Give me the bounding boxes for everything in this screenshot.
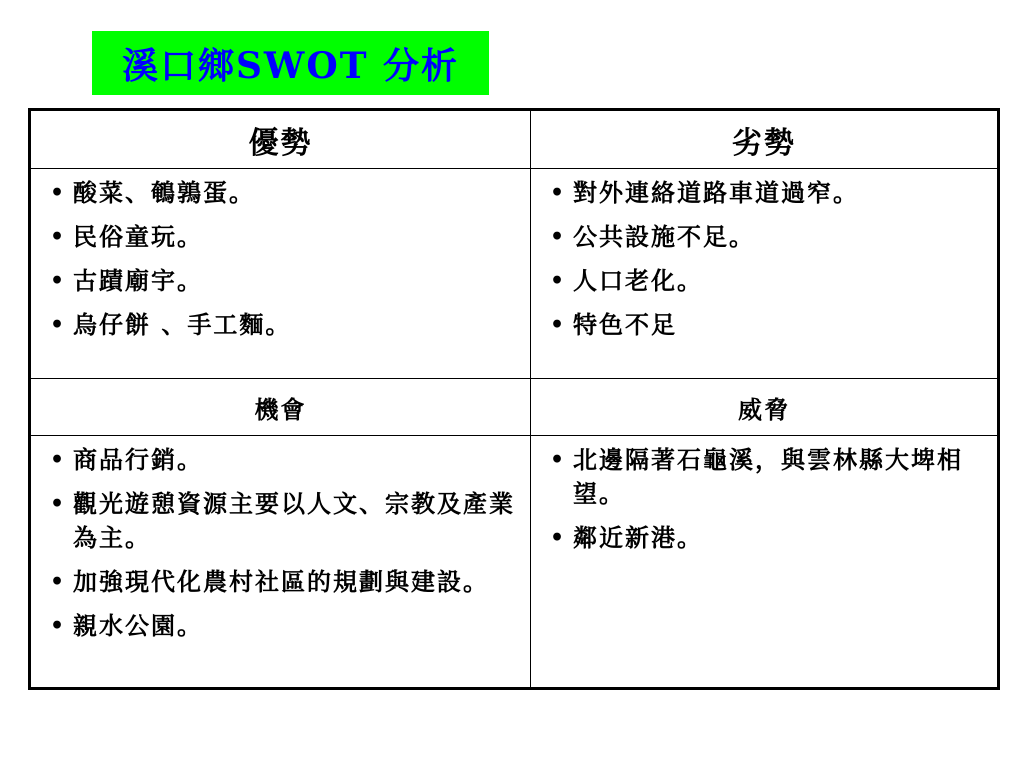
swot-table <box>28 108 1000 690</box>
threats-list <box>547 443 987 555</box>
opportunities-list <box>47 443 520 643</box>
weaknesses-header: 劣勢 <box>531 110 999 169</box>
strengths-list <box>47 176 520 342</box>
header-row-top <box>30 110 999 169</box>
list-item: • 鄰近新港。 <box>547 521 987 555</box>
list-item: • 特色不足 <box>547 308 987 342</box>
weaknesses-cell <box>531 169 999 379</box>
list-item: • 對外連絡道路車道過窄。 <box>547 176 987 210</box>
content-row-bottom <box>30 436 999 689</box>
header-row-bottom <box>30 379 999 436</box>
list-item: • 人口老化。 <box>547 264 987 298</box>
threats-header: 威脅 <box>531 379 999 436</box>
list-item: • 北邊隔著石龜溪，與雲林縣大埤相望。 <box>547 443 987 511</box>
list-item: • 民俗童玩。 <box>47 220 520 254</box>
title-banner <box>92 31 489 95</box>
list-item: • 酸菜、鵪鶉蛋。 <box>47 176 520 210</box>
page-title: 溪口鄉SWOT 分析 <box>121 44 460 87</box>
list-item: • 親水公園。 <box>47 609 520 643</box>
list-item: • 加強現代化農村社區的規劃與建設。 <box>47 565 520 599</box>
list-item: • 公共設施不足。 <box>547 220 987 254</box>
opportunities-header: 機會 <box>30 379 531 436</box>
list-item: • 商品行銷。 <box>47 443 520 477</box>
strengths-header: 優勢 <box>30 110 531 169</box>
opportunities-cell <box>30 436 531 689</box>
list-item: • 烏仔餅 、手工麵。 <box>47 308 520 342</box>
weaknesses-list <box>547 176 987 342</box>
threats-cell <box>531 436 999 689</box>
content-row-top <box>30 169 999 379</box>
list-item: • 觀光遊憩資源主要以人文、宗教及產業為主。 <box>47 487 520 555</box>
strengths-cell <box>30 169 531 379</box>
list-item: • 古蹟廟宇。 <box>47 264 520 298</box>
